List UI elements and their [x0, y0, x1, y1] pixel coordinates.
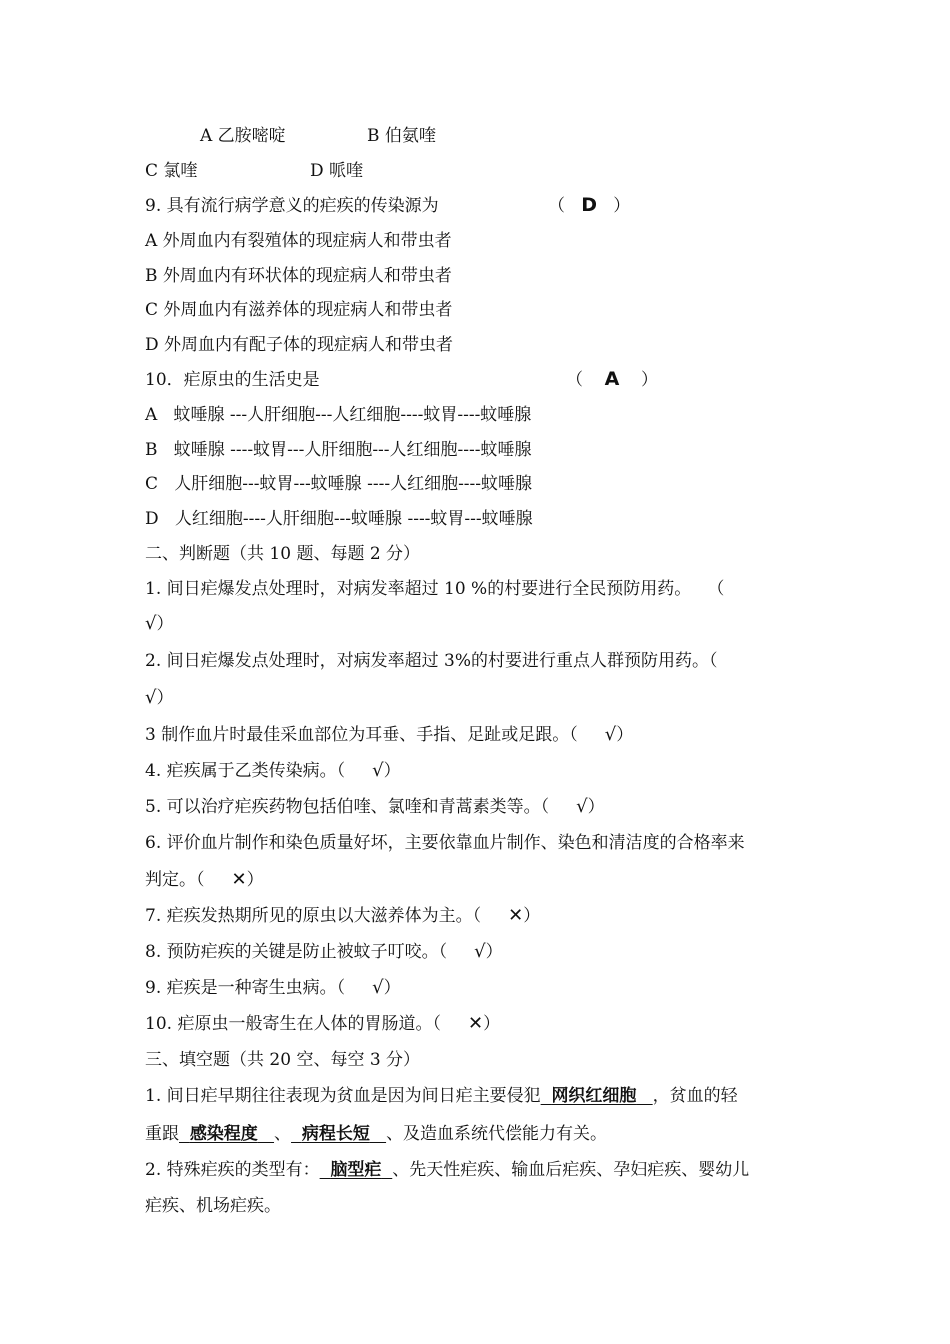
tf-item-9: 9. 疟疾是一种寄生虫病。（ √）: [145, 977, 401, 998]
tf-item-6: 6. 评价血片制作和染色质量好坏，主要依靠血片制作、染色和清洁度的合格率来: [145, 833, 745, 853]
tf-item-5: 5. 可以治疗疟疾药物包括伯喹、氯喹和青蒿素类等。（ √）: [145, 796, 605, 817]
fill-blank: 病程长短: [301, 1124, 370, 1144]
q10-option: C 人肝细胞---蚊胃---蚊唾腺 ----人红细胞----蚊唾腺: [145, 474, 533, 494]
tf-item-1-answer: √）: [145, 613, 174, 634]
q8-option-a: A 乙胺嘧啶: [200, 126, 286, 146]
check-mark-icon: √: [372, 977, 384, 998]
q9-option: C 外周血内有滋养体的现症病人和带虫者: [145, 300, 453, 320]
q10-answer: A: [604, 368, 620, 390]
q8-option-d: D 哌喹: [310, 161, 364, 181]
q9-stem: 9. 具有流行病学意义的疟疾的传染源为: [145, 196, 439, 216]
tf-item-8: 8. 预防疟疾的关键是防止被蚊子叮咬。（ √）: [145, 941, 503, 962]
tf-item-3: 3 制作血片时最佳采血部位为耳垂、手指、足趾或足跟。（ √）: [145, 724, 634, 745]
q10-answer-bracket: （ A ）: [566, 368, 658, 390]
fill-blank: 感染程度: [189, 1124, 258, 1144]
fill-blank: 网织红细胞: [551, 1086, 637, 1106]
q10-option: B 蚊唾腺 ----蚊胃---人肝细胞---人红细胞----蚊唾腺: [145, 440, 532, 460]
q9-option: D 外周血内有配子体的现症病人和带虫者: [145, 335, 454, 355]
check-mark-icon: √: [474, 941, 486, 962]
tf-item-7: 7. 疟疾发热期所见的原虫以大滋养体为主。（ ✕）: [145, 905, 541, 926]
q8-option-c: C 氯喹: [145, 161, 198, 181]
fill-q1-line1: 1. 间日疟早期往往表现为贫血是因为间日疟主要侵犯 网织红细胞 ，贫血的轻: [145, 1086, 738, 1106]
check-mark-icon: √: [145, 613, 157, 634]
q9-option: A 外周血内有裂殖体的现症病人和带虫者: [145, 231, 452, 251]
tf-item-2-answer: √）: [145, 687, 174, 708]
tf-item-1: 1. 间日疟爆发点处理时，对病发率超过 10 %的村要进行全民预防用药。 （: [145, 579, 725, 599]
fill-q1-line2: 重跟 感染程度 、 病程长短 、及造血系统代偿能力有关。: [145, 1124, 608, 1144]
cross-mark-icon: ✕: [508, 905, 524, 926]
q9-option: B 外周血内有环状体的现症病人和带虫者: [145, 266, 452, 286]
check-mark-icon: √: [604, 724, 617, 745]
cross-mark-icon: ✕: [231, 869, 247, 890]
q10-option: D 人红细胞----人肝细胞---蚊唾腺 ----蚊胃---蚊唾腺: [145, 509, 533, 529]
tf-item-10: 10. 疟原虫一般寄生在人体的胃肠道。（ ✕）: [145, 1013, 501, 1034]
check-mark-icon: √: [145, 687, 157, 708]
cross-mark-icon: ✕: [467, 1013, 484, 1034]
section2-title: 二、判断题（共 10 题、每题 2 分）: [145, 544, 421, 564]
q9-answer-bracket: （ D ）: [548, 194, 631, 216]
check-mark-icon: √: [372, 760, 384, 781]
check-mark-icon: √: [576, 796, 588, 817]
fill-blank: 脑型疟: [330, 1160, 382, 1180]
tf-item-4: 4. 疟疾属于乙类传染病。（ √）: [145, 760, 401, 781]
q9-answer: D: [581, 194, 597, 216]
tf-item-6-cont: 判定。（ ✕）: [145, 869, 264, 890]
q10-stem: 10．疟原虫的生活史是: [145, 370, 320, 390]
q8-option-b: B 伯氨喹: [367, 126, 436, 146]
q10-option: A 蚊唾腺 ---人肝细胞---人红细胞----蚊胃----蚊唾腺: [145, 405, 532, 425]
tf-item-2: 2. 间日疟爆发点处理时，对病发率超过 3%的村要进行重点人群预防用药。（: [145, 651, 718, 671]
fill-q2-line1: 2. 特殊疟疾的类型有： 脑型疟 、先天性疟疾、输血后疟疾、孕妇疟疾、婴幼儿: [145, 1160, 750, 1180]
section3-title: 三、填空题（共 20 空、每空 3 分）: [145, 1050, 421, 1070]
fill-q2-line2: 疟疾、机场疟疾。: [145, 1196, 281, 1216]
